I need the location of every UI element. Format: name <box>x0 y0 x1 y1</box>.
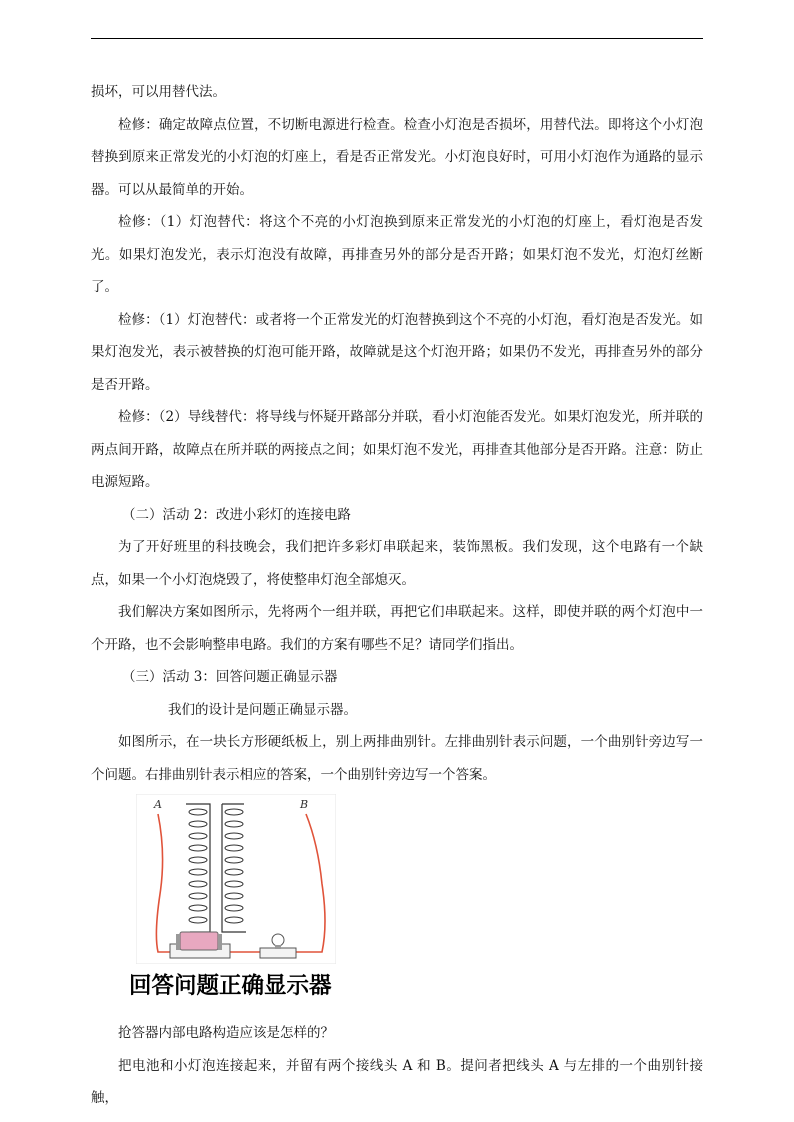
paragraph: 检修：确定故障点位置，不切断电源进行检查。检查小灯泡是否损坏，用替代法。即将这个小灯泡替换到原来正常发光的小灯泡的灯座上，看是否正常发光。小灯泡良好时，可用小灯泡作为通路的显示器。可以从最简单的开始。 <box>91 116 703 198</box>
paragraph: 损坏，可以用替代法。 <box>91 84 226 100</box>
paragraph: 检修：（2）导线替代：将导线与怀疑开路部分并联，看小灯泡能否发光。如果灯泡发光，所并联的两点间开路，故障点在所并联的两接点之间；如果灯泡不发光，再排查其他部分是否开路。注意：防止电源短路。 <box>91 409 703 490</box>
paragraph: 我们的设计是问题正确显示器。 <box>168 701 357 718</box>
label-b: B <box>300 798 309 811</box>
paragraph: 抢答器内部电路构造应该是怎样的？ <box>118 1025 334 1041</box>
battery-terminal-left <box>176 934 180 950</box>
paragraph: 为了开好班里的科技晚会，我们把许多彩灯串联起来，装饰黑板。我们发现，这个电路有一个缺点，如果一个小灯泡烧毁了，将使整串灯泡全部熄灭。 <box>91 539 703 588</box>
bulb-base <box>275 945 281 949</box>
paragraph: 我们解决方案如图所示，先将两个一组并联，再把它们串联起来。这样，即使并联的两个灯泡中一个开路，也不会影响整串电路。我们的方案有哪些不足？请同学们指出。 <box>91 604 703 653</box>
bulb <box>272 934 284 946</box>
battery-terminal-right <box>218 934 222 950</box>
bulb-holder <box>260 948 296 958</box>
circuit-figure <box>129 794 381 1009</box>
circuit-diagram <box>136 794 336 964</box>
paragraph: 如图所示，在一块长方形硬纸板上，别上两排曲别针。左排曲别针表示问题，一个曲别针旁边写一个问题。右排曲别针表示相应的答案，一个曲别针旁边写一个答案。 <box>91 734 703 783</box>
figure-caption: 回答问题正确显示器 <box>129 973 332 999</box>
paragraph: 检修：（1）灯泡替代：将这个不亮的小灯泡换到原来正常发光的小灯泡的灯座上，看灯泡是否发光。如果灯泡发光，表示灯泡没有故障，再排查另外的部分是否开路；如果灯泡不发光，灯泡灯丝断了。 <box>91 214 703 295</box>
header-rule <box>91 38 703 39</box>
section-heading: （二）活动 2：改进小彩灯的连接电路 <box>122 506 351 523</box>
battery <box>180 932 218 950</box>
paragraph: 检修：（1）灯泡替代：或者将一个正常发光的灯泡替换到这个不亮的小灯泡，看灯泡是否发光。如果灯泡发光，表示被替换的灯泡可能开路，故障就是这个灯泡开路；如果仍不发光，再排查另外的部分是否开路。 <box>91 311 703 393</box>
document-body <box>91 76 703 1115</box>
section-heading: （三）活动 3：回答问题正确显示器 <box>122 669 338 685</box>
label-a: A <box>154 798 162 811</box>
paragraph: 把电池和小灯泡连接起来，并留有两个接线头 A 和 B。提问者把线头 A 与左排的一个曲别针接触， <box>91 1057 703 1106</box>
